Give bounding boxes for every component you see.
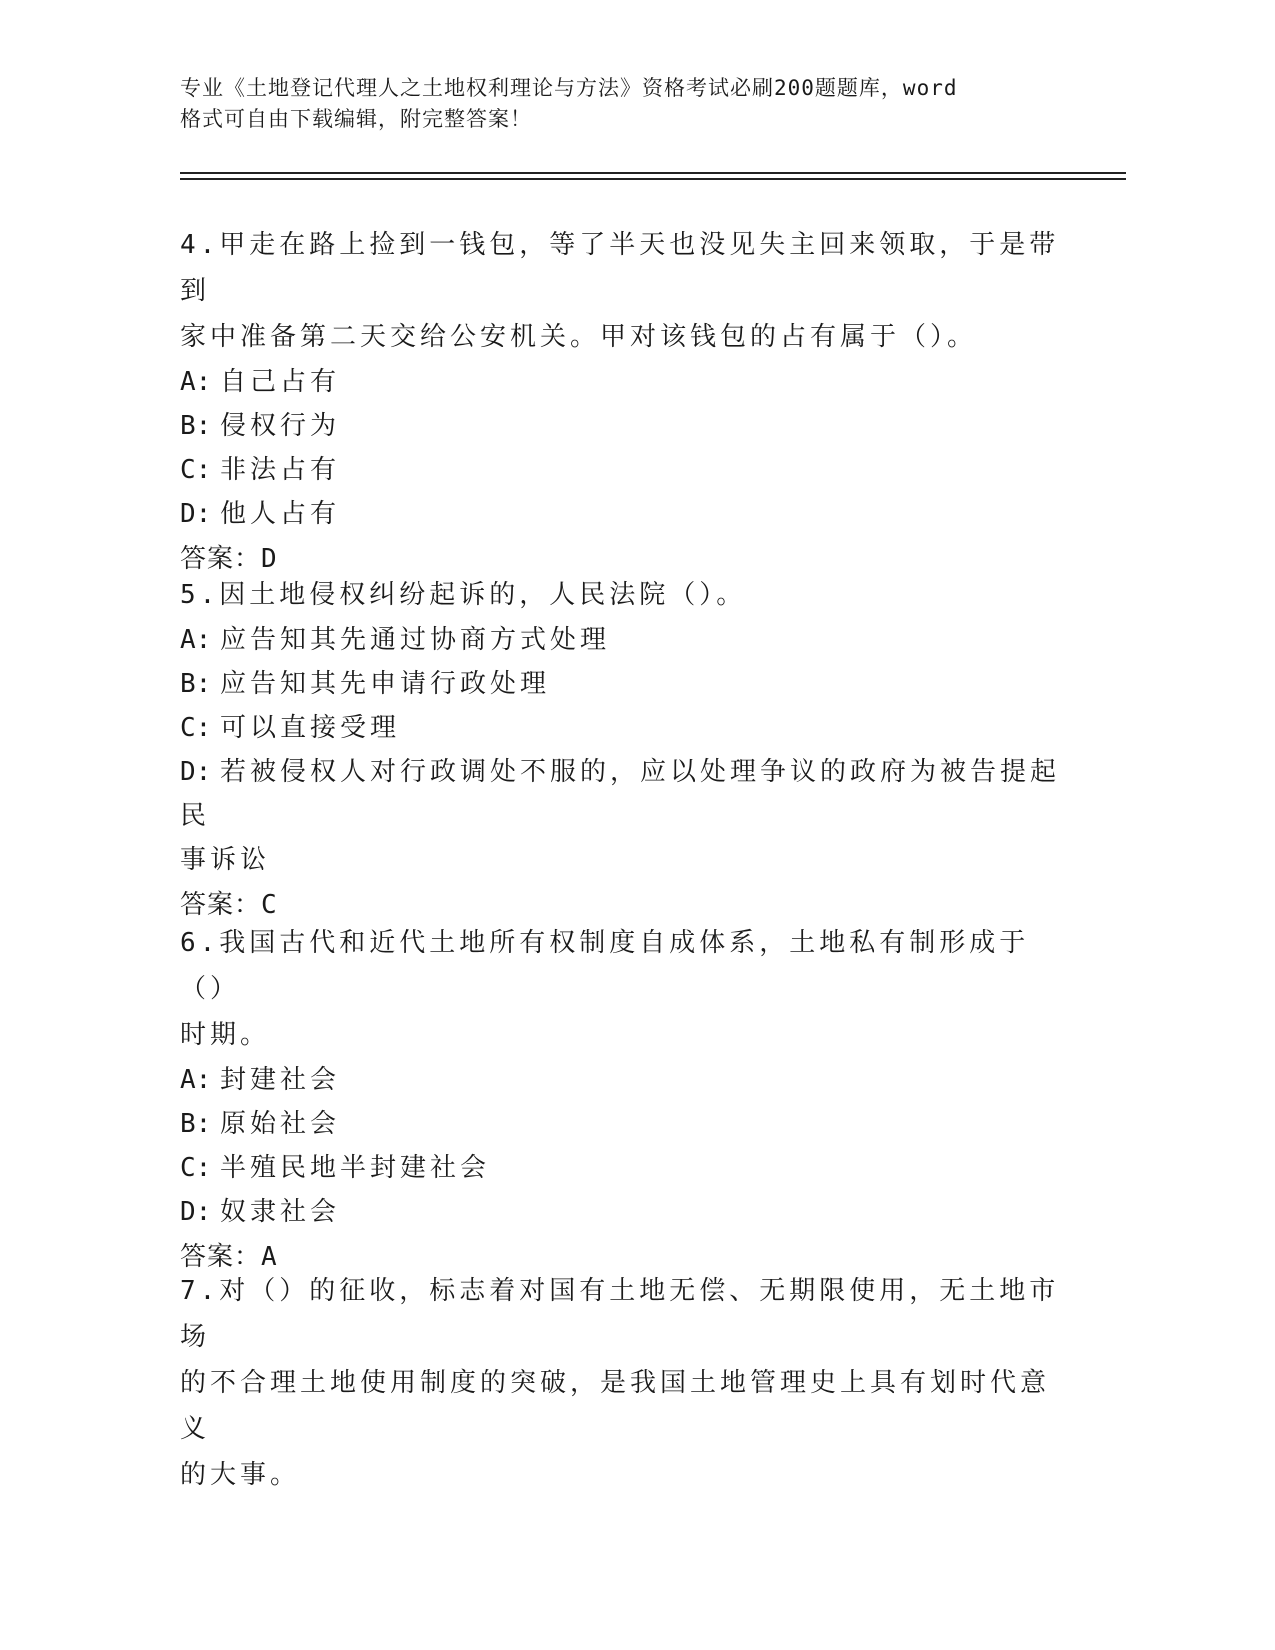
option-key: B: xyxy=(180,669,212,699)
answer-value: A xyxy=(261,1242,278,1272)
document-header xyxy=(180,73,1080,135)
question-6 xyxy=(180,920,1060,1280)
option-key: D: xyxy=(180,1197,212,1227)
option-a xyxy=(180,1058,1060,1102)
option-key: A: xyxy=(180,367,212,397)
question-4 xyxy=(180,222,1060,582)
option-c xyxy=(180,706,1060,750)
question-7 xyxy=(180,1268,1060,1498)
option-key: A: xyxy=(180,1065,212,1095)
option-c xyxy=(180,1146,1060,1190)
option-key: C: xyxy=(180,713,212,743)
option-text: 他人占有 xyxy=(220,499,341,529)
question-stem-line: 家中准备第二天交给公安机关。甲对该钱包的占有属于（）。 xyxy=(180,322,978,352)
option-key: B: xyxy=(180,411,212,441)
header-line-1: 专业《土地登记代理人之土地权利理论与方法》资格考试必刷200题题库，word xyxy=(180,76,958,100)
option-text: 可以直接受理 xyxy=(220,713,401,743)
answer-label: 答案： xyxy=(180,890,262,920)
option-b xyxy=(180,662,1060,706)
option-text: 封建社会 xyxy=(220,1065,341,1095)
option-d xyxy=(180,1190,1060,1234)
header-line-2: 格式可自由下载编辑，附完整答案！ xyxy=(180,107,532,131)
option-d-continuation: 事诉讼 xyxy=(180,845,271,875)
answer-label: 答案： xyxy=(180,1242,262,1272)
option-key: C: xyxy=(180,1153,212,1183)
option-key: C: xyxy=(180,455,212,485)
option-text: 非法占有 xyxy=(220,455,341,485)
option-text: 奴隶社会 xyxy=(220,1197,341,1227)
option-text: 原始社会 xyxy=(220,1109,341,1139)
option-text: 应告知其先申请行政处理 xyxy=(220,669,551,699)
option-text: 侵权行为 xyxy=(220,411,341,441)
question-stem-line: 时期。 xyxy=(180,1020,271,1050)
option-key: D: xyxy=(180,757,212,787)
option-key: D: xyxy=(180,499,212,529)
option-d xyxy=(180,492,1060,536)
option-key: B: xyxy=(180,1109,212,1139)
option-text: 自己占有 xyxy=(220,367,341,397)
option-c xyxy=(180,448,1060,492)
option-b xyxy=(180,404,1060,448)
option-d xyxy=(180,750,1060,838)
question-stem-line: 的不合理土地使用制度的突破，是我国土地管理史上具有划时代意义 xyxy=(180,1368,1051,1444)
option-text: 半殖民地半封建社会 xyxy=(220,1153,491,1183)
option-key: A: xyxy=(180,625,212,655)
question-stem-line: 4.甲走在路上捡到一钱包，等了半天也没见失主回来领取，于是带到 xyxy=(180,230,1060,306)
option-b xyxy=(180,1102,1060,1146)
option-text: 若被侵权人对行政调处不服的，应以处理争议的政府为被告提起民 xyxy=(180,757,1061,831)
option-text: 应告知其先通过协商方式处理 xyxy=(220,625,611,655)
question-5 xyxy=(180,572,1060,928)
option-a xyxy=(180,618,1060,662)
question-stem-line: 5.因土地侵权纠纷起诉的，人民法院（）。 xyxy=(180,580,747,610)
question-stem-line: 7.对（）的征收，标志着对国有土地无偿、无期限使用，无土地市场 xyxy=(180,1276,1060,1352)
question-stem-line: 的大事。 xyxy=(180,1460,301,1490)
header-divider-bottom xyxy=(180,178,1126,180)
answer-value: D xyxy=(261,544,278,574)
answer-value: C xyxy=(261,890,278,920)
answer-label: 答案： xyxy=(180,544,262,574)
option-a xyxy=(180,360,1060,404)
question-stem-line: 6.我国古代和近代土地所有权制度自成体系，土地私有制形成于（） xyxy=(180,928,1030,1004)
header-divider-top xyxy=(180,172,1126,174)
